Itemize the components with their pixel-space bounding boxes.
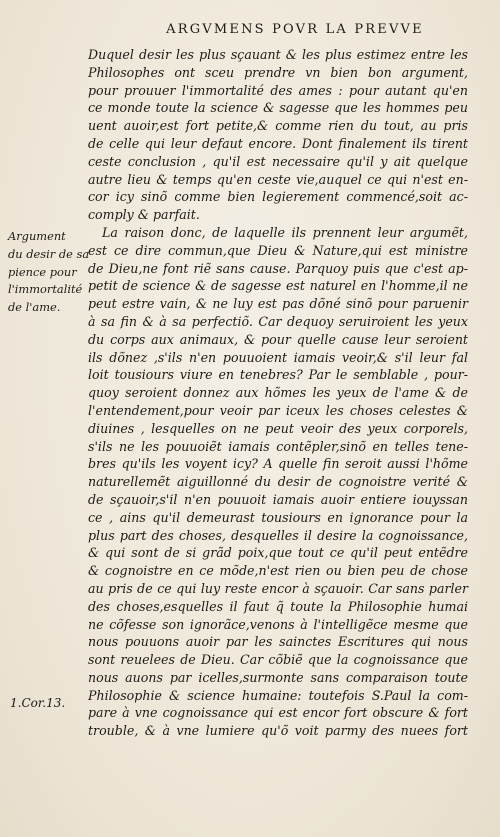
text-line: du corps aux animaux, & pour quelle cause leur seroient — [88, 331, 468, 347]
text-line: petit de science & de sagesse est naturel en l'homme,il ne — [88, 278, 468, 294]
text-line: Philosophes ont sceu prendre vn bien bon argument, — [88, 64, 468, 80]
text-line: nous pouuons auoir par les sainctes Escritures qui nous — [88, 634, 468, 650]
text-line: de celle qui leur defaut encore. Dont finalement ils tirent — [88, 135, 468, 151]
text-line: ne cõfesse son ignorãce,venons à l'intelligẽce mesme que — [88, 616, 468, 632]
body-text — [88, 46, 468, 740]
text-line: de sçauoir,s'il n'en pouuoit iamais auoir entiere iouyssan — [88, 491, 468, 507]
text-line: diuines , lesquelles on ne peut veoir des yeux corporels, — [88, 420, 468, 436]
text-line: l'entendement,pour veoir par iceux les choses celestes & — [88, 402, 468, 418]
margin-note-line: l'immortalité — [8, 282, 83, 297]
text-line: & qui sont de si grãd poix,que tout ce qu'il peut entẽdre — [88, 545, 468, 561]
text-line: peut estre vain, & ne luy est pas dõné sinõ pour paruenir — [88, 296, 468, 312]
text-line: & cognoistre en ce mõde,n'est rien ou bien peu de chose — [88, 563, 468, 579]
margin-note-line: Argument — [8, 229, 66, 243]
text-line: Duquel desir les plus sçauant & les plus estimez entre les — [88, 47, 468, 62]
text-line: ce monde toute la science & sagesse que les hommes peu — [88, 100, 468, 116]
running-head: ARGVMENS POVR LA PREVVE — [166, 22, 424, 37]
text-line: de Dieu,ne font riẽ sans cause. Parquoy puis que c'est ap- — [88, 260, 468, 276]
margin-note-line: pience pour — [8, 264, 77, 279]
paragraph-1 — [88, 46, 468, 224]
text-line: sont reuelees de Dieu. Car cõbiẽ que la cognoissance que — [88, 652, 468, 668]
text-line: comply & parfait. — [88, 207, 200, 223]
text-line: uent auoir,est fort petite,& comme rien du tout, au pris — [88, 118, 468, 134]
text-line: loit tousiours viure en tenebres? Par le semblable , pour- — [88, 367, 468, 383]
text-line: au pris de ce qui luy reste encor à sçauoir. Car sans parler — [88, 580, 468, 596]
text-line: à sa fin & à sa perfectiõ. Car dequoy seruiroient les yeux — [88, 313, 468, 329]
margin-note-line: du desir de sa — [8, 246, 90, 261]
margin-note — [8, 228, 92, 317]
text-line: ils dõnez ,s'ils n'en pouuoient iamais veoir,& s'il leur fal — [88, 349, 468, 365]
text-line: La raison donc, de laquelle ils prennent leur argumẽt, — [102, 224, 468, 240]
text-line: des choses,esquelles il faut q̃ toute la Philosophie humai — [88, 598, 468, 614]
text-line: autre lieu & temps qu'en ceste vie,auquel ce qui n'est en- — [88, 171, 468, 187]
text-line: quoy seroient donnez aux hõmes les yeux de l'ame & de — [88, 385, 468, 401]
text-line: pare à vne cognoissance qui est encor fort obscure & fort — [88, 705, 468, 721]
text-line: ce , ains qu'il demeurast tousiours en ignorance pour la — [88, 509, 468, 525]
text-line: bres qu'ils les voyent icy? A quelle fin seroit aussi l'hõme — [88, 456, 468, 472]
margin-reference: 1.Cor.13. — [10, 696, 66, 710]
margin-note-line: de l'ame. — [8, 300, 61, 315]
text-line: ceste conclusion , qu'il est necessaire qu'il y ait quelque — [88, 153, 468, 169]
text-line: trouble, & à vne lumiere qu'õ voit parmy des nuees fort — [88, 723, 468, 739]
paragraph-2 — [88, 224, 468, 740]
text-line: s'ils ne les pouuoiẽt iamais contẽpler,sinõ en telles tene- — [88, 438, 468, 454]
text-line: Philosophie & science humaine: toutefois S.Paul la com- — [88, 687, 468, 703]
text-line: naturellemẽt aiguillonné du desir de cognoistre verité & — [88, 474, 468, 490]
text-line: pour prouuer l'immortalité des ames : pour autant qu'en — [88, 82, 468, 98]
text-line: est ce dire commun,que Dieu & Nature,qui est ministre — [88, 242, 468, 258]
text-line: cor icy sinõ comme bien legierement commencé,soit ac- — [88, 189, 468, 205]
text-line: nous auons par icelles,surmonte sans comparaison toute — [88, 669, 468, 685]
text-line: plus part des choses, desquelles il desire la cognoissance, — [88, 527, 468, 543]
